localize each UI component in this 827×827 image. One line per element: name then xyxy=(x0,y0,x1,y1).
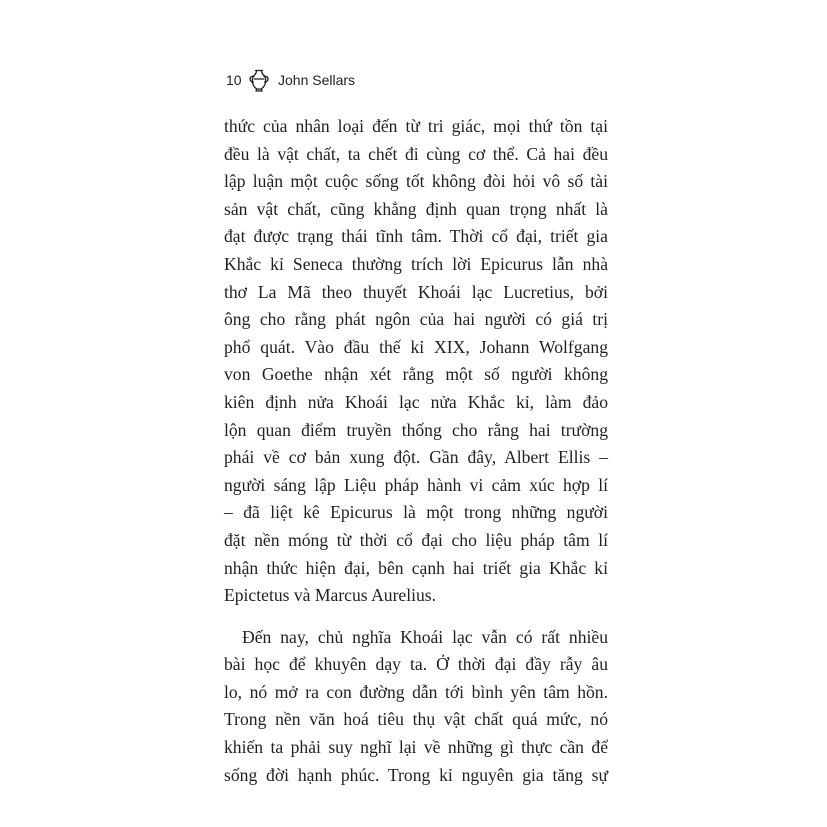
text-line: Epictetus và Marcus Aurelius. xyxy=(224,585,437,606)
greek-urn-icon xyxy=(248,68,270,92)
text-line: đạt được trạng thái tĩnh tâm. Thời cổ đại, triết gia xyxy=(224,226,608,247)
text-line: lộn quan điểm truyền thống cho rằng hai trường xyxy=(224,419,608,440)
text-line: von Goethe nhận xét rằng một số người không xyxy=(224,364,608,385)
text-line: người sáng lập Liệu pháp hành vi cảm xúc hợp lí xyxy=(224,474,608,495)
body-text xyxy=(224,113,608,789)
paragraph-1 xyxy=(224,113,608,610)
text-line: – đã liệt kê Epicurus là một trong những người xyxy=(224,502,608,523)
text-line: Khắc kỉ Seneca thường trích lời Epicurus lẫn nhà xyxy=(224,253,608,274)
text-line: kiên định nửa Khoái lạc nửa Khắc kỉ, làm đảo xyxy=(224,391,608,412)
author-name: John Sellars xyxy=(278,72,356,88)
paragraph-gap xyxy=(224,610,608,624)
text-line: bài học để khuyên dạy ta. Ở thời đại đầy rẫy âu xyxy=(224,654,608,675)
text-line: Trong nền văn hoá tiêu thụ vật chất quá mức, nó xyxy=(224,709,608,730)
text-line: thơ La Mã theo thuyết Khoái lạc Lucretius, bởi xyxy=(224,281,608,302)
text-line: khiến ta phải suy nghĩ lại về những gì thực cần để xyxy=(224,737,608,758)
text-line: ông cho rằng phát ngôn của hai người có giá trị xyxy=(224,309,608,330)
text-line: lo, nó mở ra con đường dẫn tới bình yên tâm hồn. xyxy=(224,681,608,702)
text-line: lập luận một cuộc sống tốt không đòi hỏi vô số tài xyxy=(224,171,608,192)
text-line: sản vật chất, cũng khẳng định quan trọng nhất là xyxy=(224,198,608,219)
text-line: đặt nền móng từ thời cổ đại cho liệu pháp tâm lí xyxy=(224,529,608,550)
text-line: phái về cơ bản xung đột. Gần đây, Albert Ellis – xyxy=(224,447,608,468)
running-header xyxy=(226,66,355,94)
text-line: Đến nay, chủ nghĩa Khoái lạc vẫn có rất nhiều xyxy=(242,626,608,647)
text-line: phổ quát. Vào đầu thế kỉ XIX, Johann Wolfgang xyxy=(224,336,608,357)
text-line: đều là vật chất, ta chết đi cùng cơ thể. Cả hai đều xyxy=(224,143,608,164)
paragraph-2 xyxy=(224,624,608,790)
text-line: thức của nhân loại đến từ tri giác, mọi thứ tồn tại xyxy=(224,116,608,136)
text-line: sống đời hạnh phúc. Trong kỉ nguyên gia tăng sự xyxy=(224,764,608,785)
page-number: 10 xyxy=(226,72,242,88)
text-line: nhận thức hiện đại, bên cạnh hai triết gia Khắc kỉ xyxy=(224,557,608,578)
